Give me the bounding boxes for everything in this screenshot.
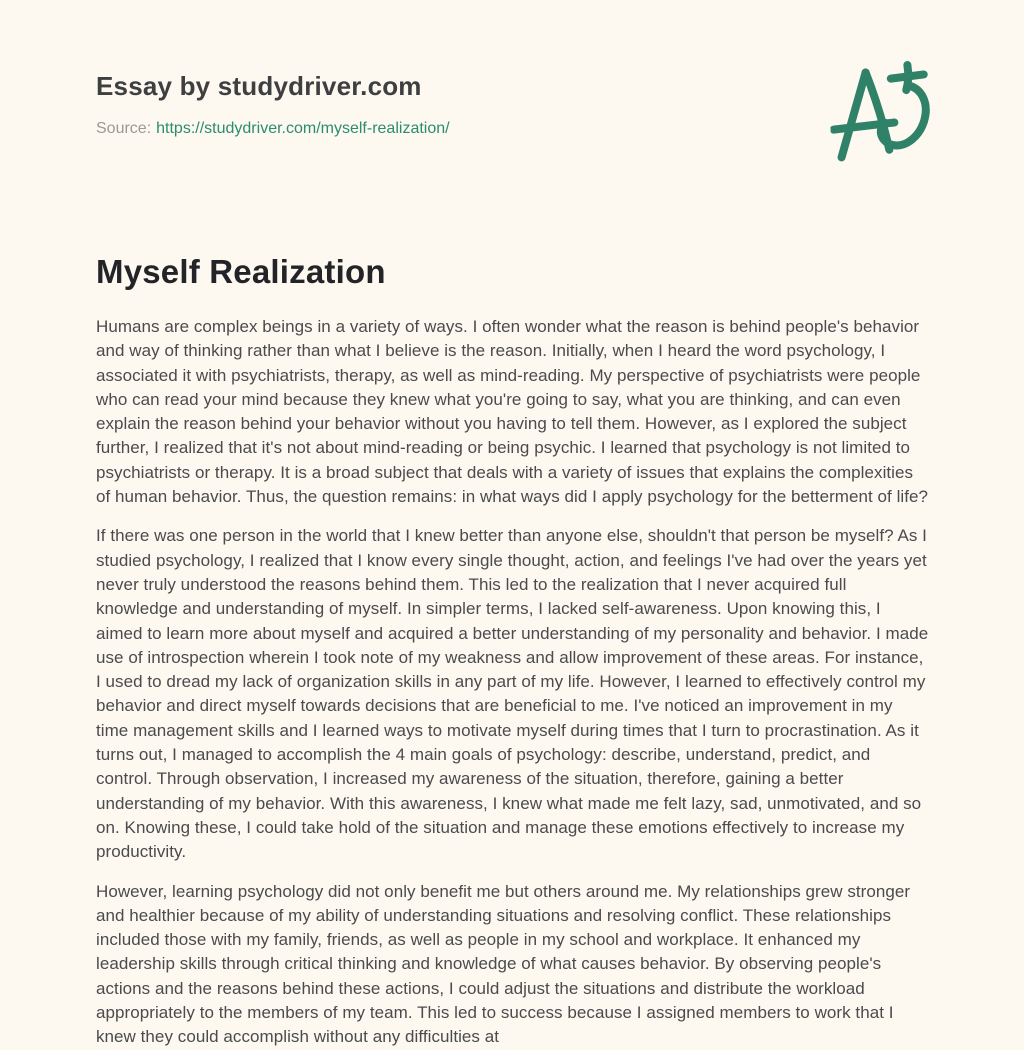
source-line — [96, 118, 928, 140]
byline: Essay by studydriver.com — [96, 71, 422, 101]
essay-paragraph: However, learning psychology did not only benefit me but others around me. My relationships grew stronger and healthier because of my ability of understanding situations and resolving conflict. These relationships included those with my family, friends, as well as people in my school and workplace. It enhanced my leadership skills through critical thinking and knowledge of what causes behavior. By observing people's actions and the reasons behind these actions, I could adjust the situations and distribute the workload appropriately to the members of my team. This led to success because I assigned members to work that I knew they could accomplish without any difficulties at — [96, 881, 911, 1047]
essay-paragraph: If there was one person in the world that I knew better than anyone else, shouldn't that person be myself? As I studied psychology, I realized that I know every single thought, action, and feelings I've had over the years yet never truly understood the reasons behind them. This led to the realization that I never acquired full knowledge and understanding of myself. In simpler terms, I lacked self-awareness. Upon knowing this, I aimed to learn more about myself and acquired a better understanding of my personality and behavior. I made use of introspection wherein I took note of my weakness and allow improvement of these areas. For instance, I used to dread my lack of organization skills in any part of my life. However, I learned to effectively control my behavior and direct myself towards decisions that are beneficial to me. I've noticed an improvement in my time management skills and I learned ways to motivate myself during times that I turn to procrastination. As it turns out, I managed to accomplish the 4 main goals of psychology: describe, understand, predict, and control. Through observation, I increased my awareness of the situation, therefore, gaining a better understanding of my behavior. With this awareness, I knew what made me felt lazy, sad, unmotivated, and so on. Knowing these, I could take hold of the situation and manage these emotions effectively to increase my productivity. — [96, 526, 929, 862]
essay-paragraph: Humans are complex beings in a variety of ways. I often wonder what the reason is behind people's behavior and way of thinking rather than what I believe is the reason. Initially, when I heard the word psychology, I associated it with psychiatrists, therapy, as well as mind-reading. My perspective of psychiatrists were people who can read your mind because they knew what you're going to say, what you are thinking, and can even explain the reason behind your behavior without you having to tell them. However, as I explored the subject further, I realized that it's not about mind-reading or being psychic. I learned that psychology is not limited to psychiatrists or therapy. It is a broad subject that deals with a variety of issues that explains the complexities of human behavior. Thus, the question remains: in what ways did I apply psychology for the betterment of life? — [96, 317, 929, 507]
essay-title: Myself Realization — [96, 253, 386, 290]
source-label: Source: — [96, 120, 152, 137]
essay-body — [96, 315, 929, 1050]
page-header — [96, 70, 928, 140]
source-link[interactable]: https://studydriver.com/myself-realization/ — [156, 120, 450, 137]
a-plus-logo-icon — [828, 58, 932, 165]
